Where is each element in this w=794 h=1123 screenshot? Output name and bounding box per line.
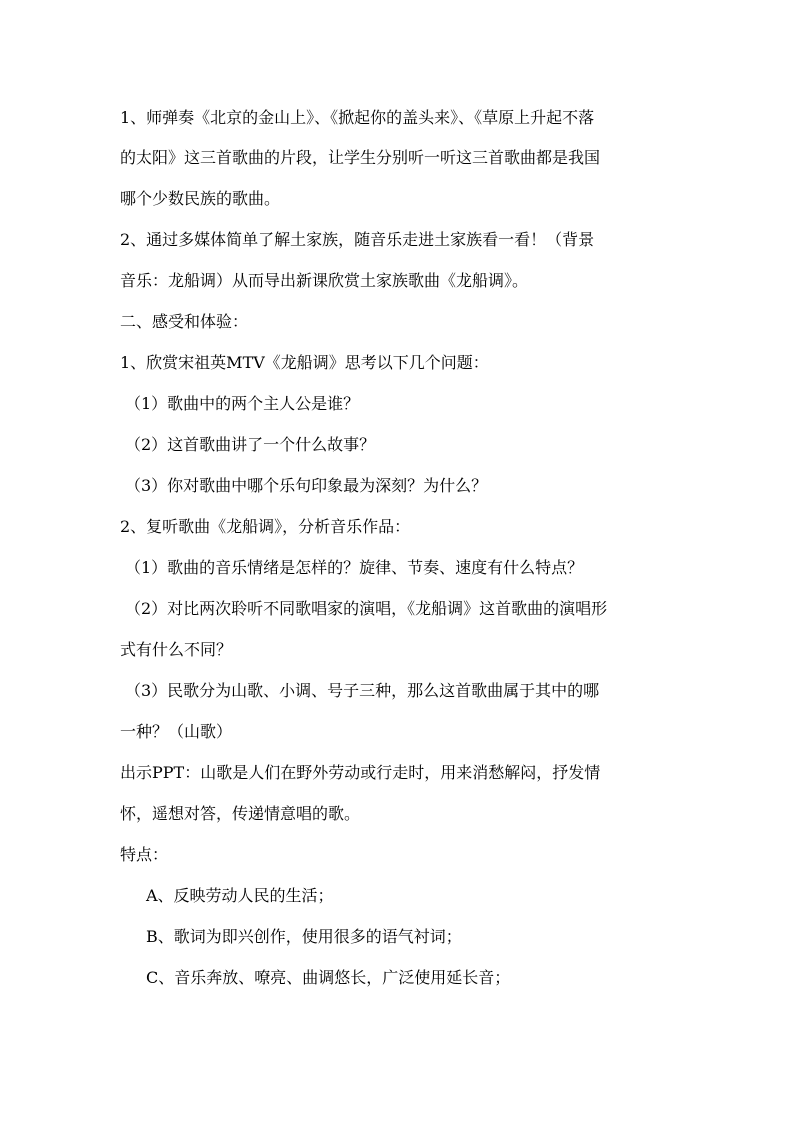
paragraph-line: 哪个少数民族的歌曲。 <box>120 189 281 208</box>
question-item: （2）这首歌曲讲了一个什么故事？ <box>125 435 376 454</box>
paragraph-line: 出示PPT：山歌是人们在野外劳动或行走时，用来消愁解闷，抒发情 <box>120 763 601 782</box>
paragraph-line: 音乐：龙船调）从而导出新课欣赏土家族歌曲《龙船调》。 <box>120 271 529 290</box>
section-heading: 二、感受和体验： <box>120 312 249 331</box>
feature-item: C、音乐奔放、嘹亮、曲调悠长，广泛使用延长音； <box>146 968 511 987</box>
feature-item: B、歌词为即兴创作，使用很多的语气衬词； <box>146 927 462 946</box>
paragraph-line: 1、欣赏宋祖英MTV《龙船调》思考以下几个问题： <box>120 353 489 372</box>
paragraph-line: 一种？（山歌） <box>120 722 233 741</box>
paragraph-line: 的太阳》这三首歌曲的片段，让学生分别听一听这三首歌曲都是我国 <box>120 148 601 167</box>
paragraph-line: 2、通过多媒体简单了解土家族，随音乐走进土家族看一看！（背景 <box>120 230 595 249</box>
question-item: （3）民歌分为山歌、小调、号子三种，那么这首歌曲属于其中的哪 <box>125 681 600 700</box>
feature-item: A、反映劳动人民的生活； <box>146 886 334 905</box>
paragraph-line: 式有什么不同？ <box>120 640 233 659</box>
paragraph-line: 2、复听歌曲《龙船调》，分析音乐作品： <box>120 517 411 536</box>
question-item: （1）歌曲的音乐情绪是怎样的？旋律、节奏、速度有什么特点？ <box>125 558 584 577</box>
question-item: （3）你对歌曲中哪个乐句印象最为深刻？为什么？ <box>125 476 488 495</box>
features-label: 特点： <box>120 845 169 864</box>
paragraph-line: 1、师弹奏《北京的金山上》、《掀起你的盖头来》、《草原上升起不落 <box>120 108 595 127</box>
question-item: （1）歌曲中的两个主人公是谁？ <box>125 394 360 413</box>
paragraph-line: 怀，遥想对答，传递情意唱的歌。 <box>120 804 361 823</box>
question-item: （2）对比两次聆听不同歌唱家的演唱，《龙船调》这首歌曲的演唱形 <box>125 599 608 618</box>
